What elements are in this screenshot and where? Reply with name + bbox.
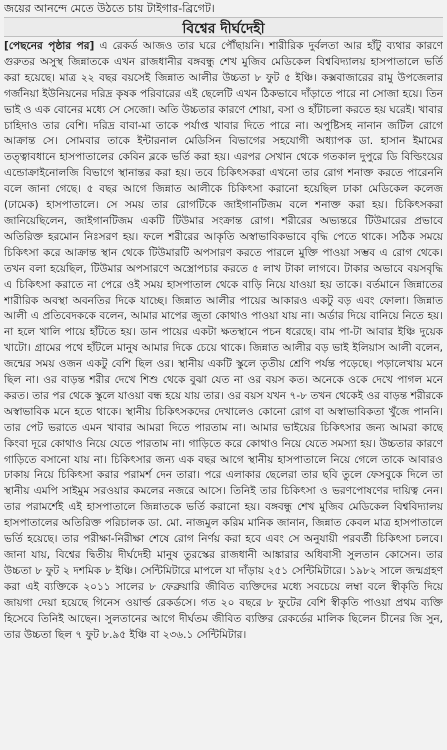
article-text: এ রেকর্ড আজও তার ঘরে পৌঁছায়নি। শারীরিক দুর্বলতা আর হাঁটু ব্যথার কারণে গুরুতর অসুস্থ জিন্নাতকে এখন রাজধানীর বঙ্গবন্ধু শেখ মুজিব মেডিকেল বিশ্ববিদ্যালয় হাসপাতালে ভর্তি করা হয়েছে। মাত্র ২২ বছর বয়সেই জিন্নাত আলীর উচ্চতা ৮ ফুট ৫ ইঞ্চি। কক্সবাজারের রামু উপজেলার গর্জনিয়া ইউনিয়নের দরিদ্র কৃষক পরিবারের এই ছেলেটি এখন ঠিকভাবে দাঁড়াতে পারে না সোজা হয়ে। তিন ভাই ও এক বোনের মধ্যে সে সেজো। অতি উচ্চতার কারণে শোয়া, বসা ও হাঁটাচলা করতে হয় ঘরেই। খাবার চাহিদাও তার বেশি। দরিদ্র বাবা-মা তাকে পর্যাপ্ত খাবার দিতে পারে না। অপুষ্টিসহ নানান জটিল রোগে আক্রান্ত সে। সোমবার তাকে ইন্টারনাল মেডিসিন বিভাগের সহযোগী অধ্যাপক ডা. হাসান ইমামের তত্ত্বাবধানে হাসপাতালের কেবিন ব্লকে ভর্তি করা হয়। এরপর সেখান থেকে গতকাল দুপুরে ডি বিল্ডিংয়ের এন্ডোক্রাইনোলজি বিভাগে স্থানান্তর করা হয়। তবে চিকিৎসকরা এখনো তার রোগ শনাক্ত করতে পারেননি বলে জানা গেছে। ৫ বছর আগে জিন্নাত আলীকে চিকিৎসা করানো হয়েছিল ঢাকা মেডিকেল কলেজ (ঢামেক) হাসপাতালে। সে সময় তার রোগটিকে জাইগানটিজম বলে শনাক্ত করা হয়। চিকিৎসকরা জানিয়েছিলেন, জাইগানটিজম একটি টিউমার সংক্রান্ত রোগ। শরীরের অভ্যন্তরে টিউমারের প্রভাবে অতিরিক্ত হরমোন নিঃসরণ হয়। ফলে শরীরের আকৃতি অস্বাভাবিকভাবে বৃদ্ধি পেতে থাকে। সঠিক সময়ে চিকিৎসা করে আক্রান্ত স্থান থেকে টিউমারটি অপসারণ করতে পারলে মুক্তি পাওয়া সম্ভব এ রোগ থেকে। তখন বলা হয়েছিল, টিউমার অপসারণে অস্ত্রোপচার করতে ৫ লাখ টাকা লাগবে। টাকার অভাবে বয়সবৃদ্ধি এ চিকিৎসা করাতে না পেরে ওই সময় হাসপাতাল থেকে বাড়ি নিয়ে যাওয়া হয় তাকে। বর্তমানে জিন্নাতের শারীরিক অবস্থা অবনতির দিকে যাচ্ছে। জিন্নাত আলীর পায়ের আকারও একটু বড় এবং ফোলা। জিন্নাত আলী এ প্রতিবেদককে বলেন, আমার মাপের জুতা কোথাও পাওয়া যায় না। অর্ডার দিয়ে বানিয়ে নিতে হয়। না হলে খালি পায়ে হাঁটতে হয়। ডান পায়ের একটা ক্ষতস্থানে পচন ধরেছে। বাম পা-টা আবার ইঞ্চি দুয়েক খাটো। গ্রামের পথে হাঁটলে মানুষ আমার দিকে চেয়ে থাকে। জিন্নাত আলীর বড় ভাই ইলিয়াস আলী বলেন, জন্মের সময় ওজন একটু বেশি ছিল ওর। স্থানীয় একটি স্কুলে তৃতীয় শ্রেণি পর্যন্ত পড়েছে। পড়ালেখায় মনে ছিল না। ওর বাড়ন্ত শরীর দেখে শিশু থেকে বুঝা যেত না ওর বয়স কত। অনেকে ওকে দেখে পাগল মনে করত। তার পর থেকে স্কুলে যাওয়া বন্ধ হয়ে যায় তার। ওর বয়স যখন ৭-৮ তখন থেকেই ওর বাড়ন্ত শরীরকে অস্বাভাবিক মনে হতে থাকে। স্থানীয় চিকিৎসকদের দেখালেও কোনো রোগ বা অস্বাভাবিকতা খুঁজে পাননি। তার পেট ভরাতে এমন খাবার আমরা দিতে পারতাম না। আমার ভাইয়ের চিকিৎসার জন্য আমরা কাছে কিংবা দূরে কোথাও নিয়ে যেতে পারতাম না। গাড়িতে করে কোথাও নিয়ে যেতে সমস্যা হয়। উচ্চতার কারণে গাড়িতে বসানো যায় না। চিকিৎসার জন্য এক বছর আগে স্থানীয় হাসপাতালে নিয়ে গেলে তাকে আবারও ঢাকায় নিয়ে চিকিৎসা করার পরামর্শ দেন তারা। পরে এলাকার ছেলেরা তার ছবি তুলে ফেসবুকে দিলে তা স্থানীয় এমপি সাইমুম সরওয়ার কমলের নজরে আসে। তিনিই তার চিকিৎসা ও ভরণপোষণের দায়িত্ব নেন। তার পরামর্শেই এই হাসপাতালে জিন্নাতকে ভর্তি করানো হয়। বঙ্গবন্ধু শেখ মুজিব মেডিকেল বিশ্ববিদ্যালয় হাসপাতালের অতিরিক্ত পরিচালক ডা. মো. নাজমুল করিম মানিক জানান, জিন্নাত কেবল মাত্র হাসপাতালে ভর্তি হয়েছে। তার পরীক্ষা-নিরীক্ষা শেষে রোগ নির্ণয় করা হবে এবং সে অনুযায়ী পরবর্তী চিকিৎসা চলবে। জানা যায়, বিশ্বের দ্বিতীয় দীর্ঘদেহী মানুষ তুরস্কের রাজধানী আঙ্কারার অধিবাসী সুলতান কোসেন। তার উচ্চতা ৮ ফুট ২ দশমিক ৮ ইঞ্চি। সেন্টিমিটারে মাপলে যা দাঁড়ায় ২৫১ সেন্টিমিটারে। ১৯৮২ সালে জন্মগ্রহণ করা এই ব্যক্তিকে ২০১১ সালের ৮ ফেব্রুয়ারি জীবিত ব্যক্তিদের মধ্যে সবচেয়ে লম্বা বলে স্বীকৃতি দিয়ে জায়গা দেয়া হয়েছে গিনেস ওয়ার্ল্ড রেকর্ডসে। গত ২০ বছরে ৮ ফুটের বেশি স্বীকৃতি পাওয়া প্রথম ব্যক্তি হিসেবে তিনিই আছেন। সুলতানের আগে দীর্ঘতম জীবিত ব্যক্তির রেকর্ডের মালিক ছিলেন চীনের জি সুন, তার উচ্চতা ছিল ৭ ফুট ৮.৯৫ ইঞ্চি বা ২৩৬.১ সেন্টিমিটার।	[4, 40, 443, 641]
article-body	[4, 39, 443, 744]
headline-box	[4, 17, 443, 37]
previous-article-tail: জয়ের আনন্দে মেতে উঠতে চায় টাইগার-ব্রিগেট।	[4, 2, 215, 15]
headline: বিশ্বের দীর্ঘদেহী	[182, 21, 265, 37]
continued-from-label: [পেছনের পৃষ্ঠার পর]	[4, 40, 95, 52]
